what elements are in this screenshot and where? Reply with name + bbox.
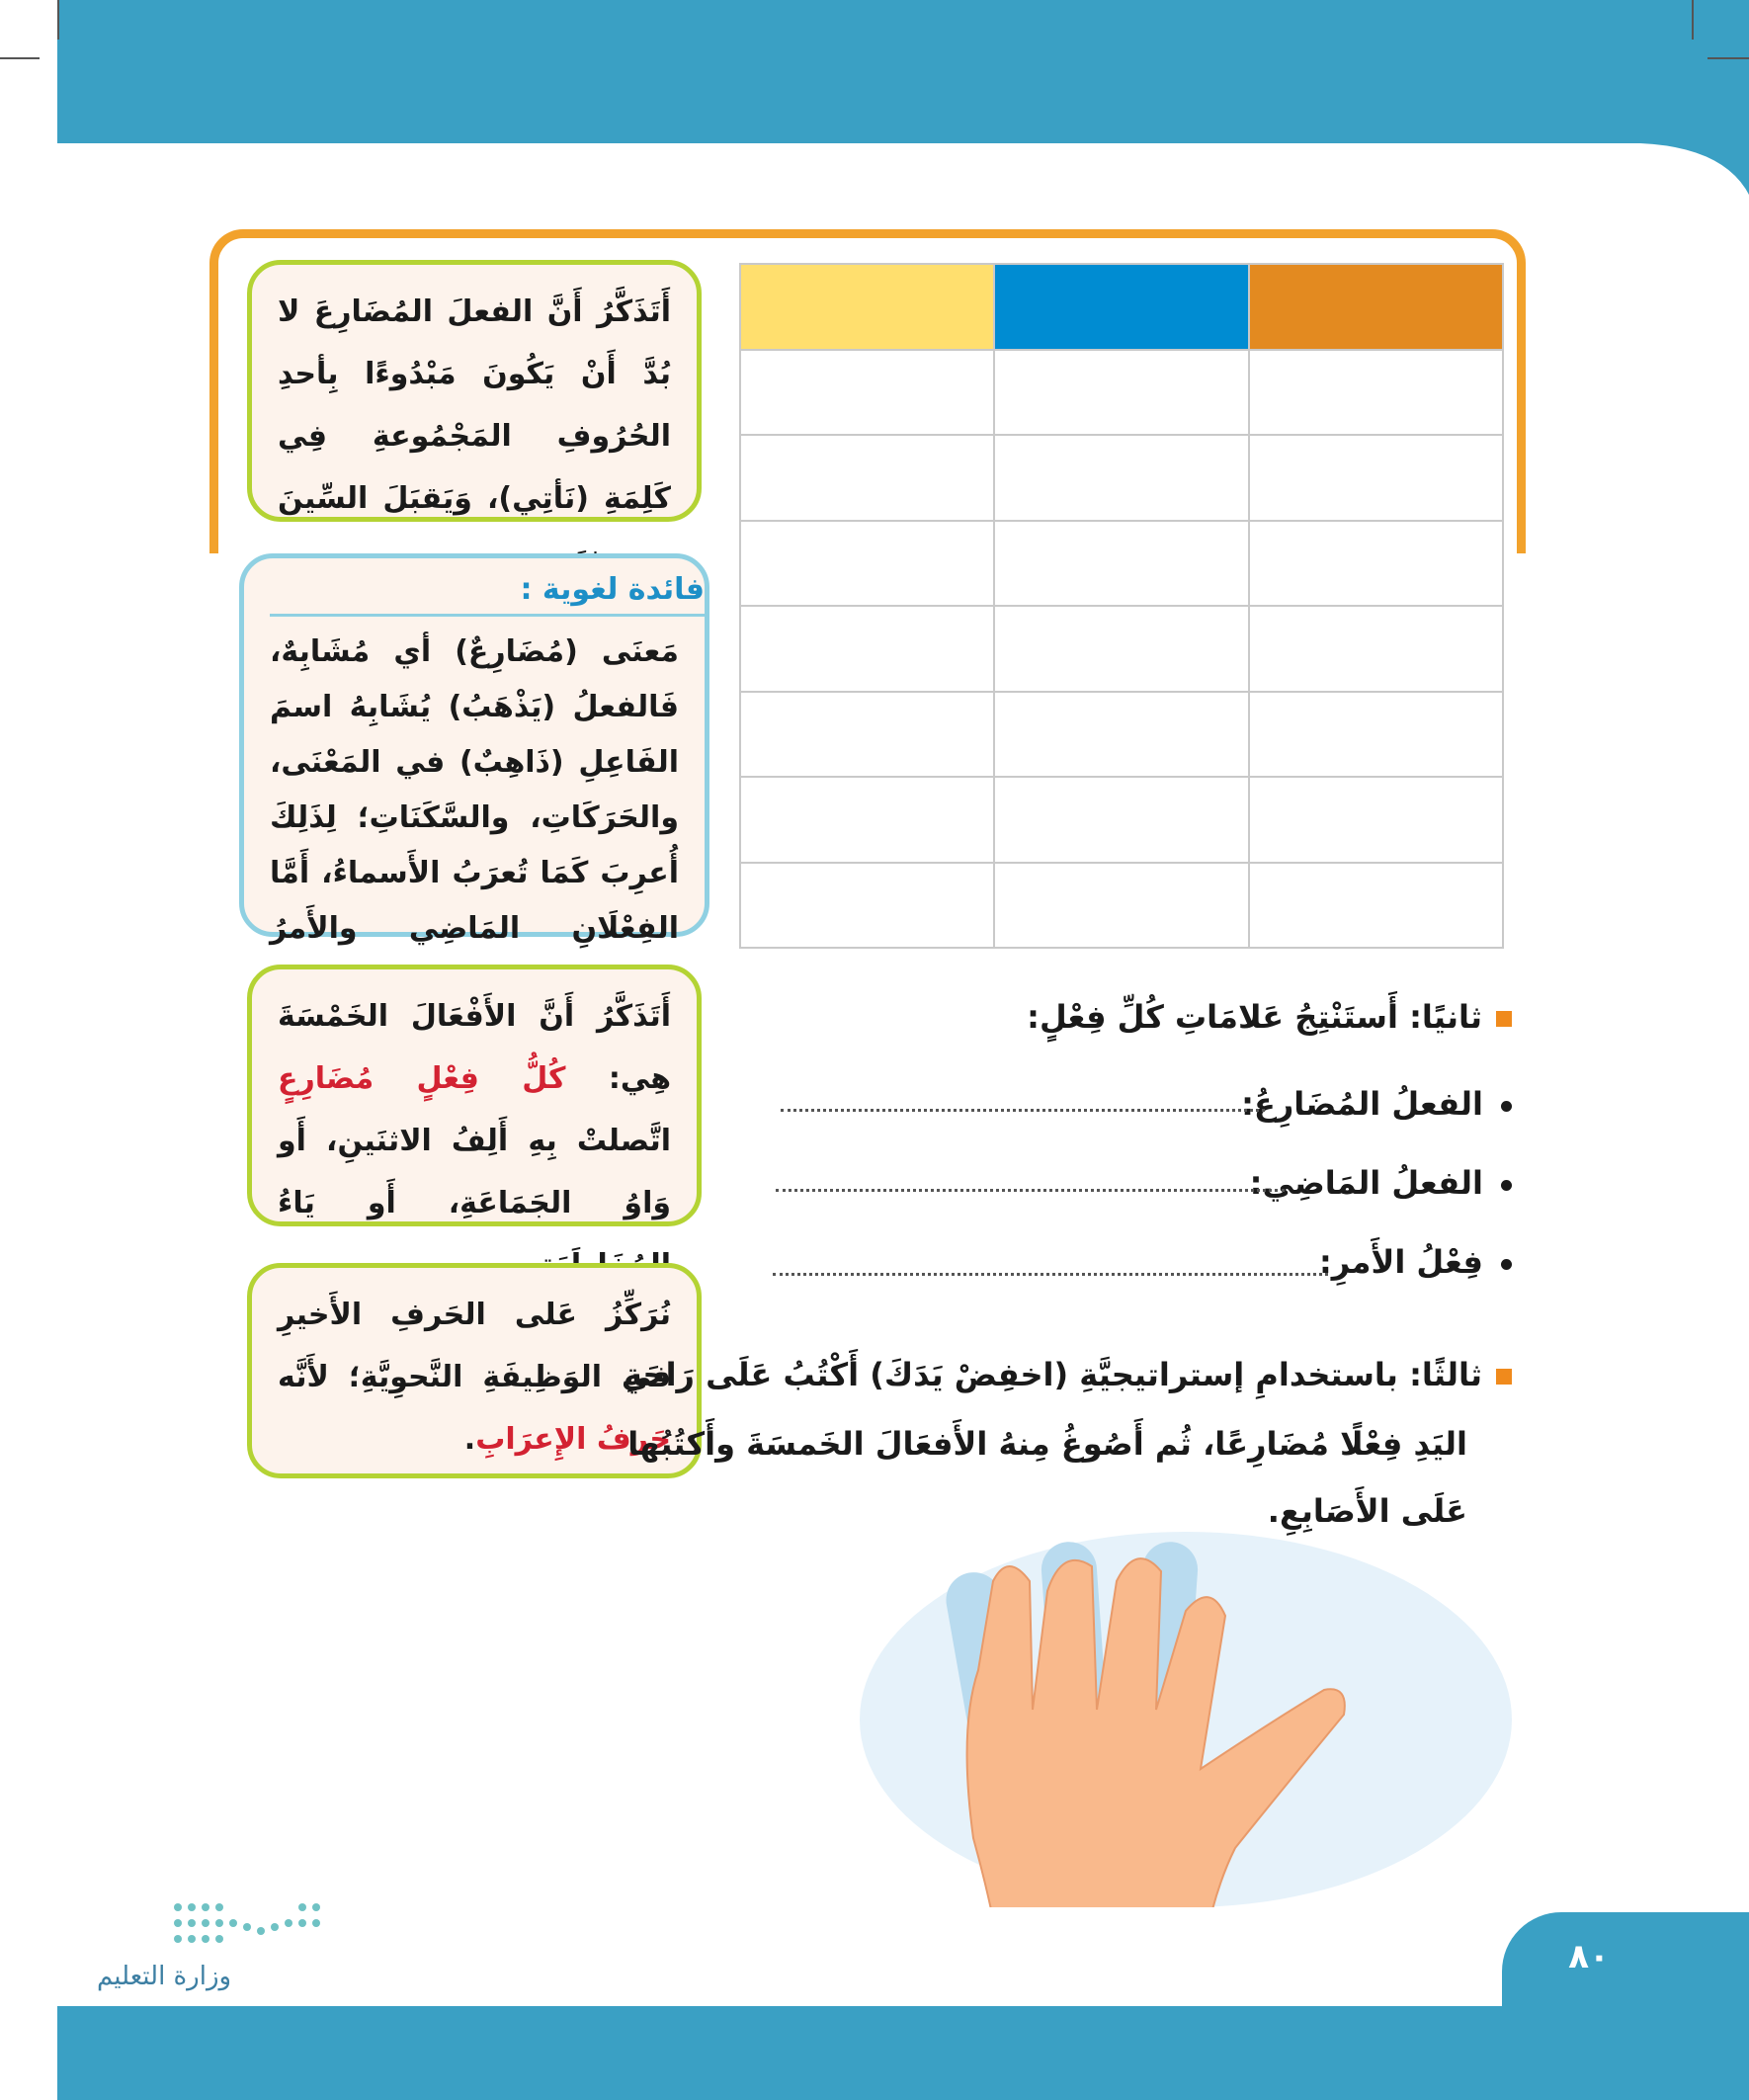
table-cell[interactable] xyxy=(1249,435,1503,521)
note-text: أَتَذَكَّرُ أَنَّ الفعلَ المُضَارِعَ لا بُدَّ أَنْ يَكُونَ مَبْدُوءًا بِأحدِ الحُرُوفِ المَجْمُوعةِ فِي كَلِمَةِ (نَأتِي)، وَيَقبَلَ السِّينَ xyxy=(278,294,671,516)
ministry-label: وزارة التعليم xyxy=(97,1962,232,1991)
table-cell[interactable] xyxy=(994,777,1248,863)
note-heading: فائدة لغوية : xyxy=(270,566,705,617)
present-verb-item: الفعلُ المُضَارِعُ: xyxy=(1241,1085,1512,1123)
crop-mark xyxy=(1692,0,1694,40)
note-text: مَعنَى (مُضَارِعٌ) أي مُشَابِهٌ، فَالفعلُ (يَذْهَبُ) يُشَابِهُ اسمَ الفَاعِلِ (ذَاهِبٌ) في المَعْنَى، والحَرَكَاتِ، والسَّكَنَاتِ؛ لِذَلِكَ أُعرِبَ كَمَا تُعرَبُ الأَسماءُ، أَمَّا الفِعْلَانِ المَاضِي والأَمرُ xyxy=(270,634,679,946)
answer-line-past[interactable] xyxy=(776,1189,1285,1192)
past-verb-item: الفعلُ المَاضِي: xyxy=(1250,1164,1512,1202)
section-two-title: ثانيًا: أَستَنْتِجُ عَلامَاتِ كُلِّ فِعْلٍ: xyxy=(1027,998,1512,1036)
page-number: ٨٠ xyxy=(1568,1937,1610,1976)
crop-mark xyxy=(0,57,40,59)
crop-mark xyxy=(57,0,59,40)
bullet-dot-icon xyxy=(1501,1259,1512,1270)
note-highlight: كُلُّ فِعْلٍ مُضَارِعٍ xyxy=(278,1061,566,1096)
table-cell[interactable] xyxy=(740,863,994,949)
table-row xyxy=(740,606,1503,692)
section-three-line-1: ثالثًا: باستخدامِ إستراتيجيَّةِ (اخفِضْ يَدَكَ) أَكْتُبُ عَلَى رَاحَةِ xyxy=(624,1356,1512,1393)
table-cell[interactable] xyxy=(1249,606,1503,692)
table-row xyxy=(740,435,1503,521)
section-three-line-3: عَلَى الأَصَابِعِ. xyxy=(1267,1492,1467,1530)
table-row xyxy=(740,863,1503,949)
table-cell[interactable] xyxy=(1249,863,1503,949)
note-text-rest: اتَّصلتْ بِهِ أَلِفُ الاثنَينِ، أَو وَاوُ الجَمَاعَةِ، أَو يَاءُ xyxy=(278,1124,671,1220)
answer-line-present[interactable] xyxy=(781,1109,1265,1112)
table-cell[interactable] xyxy=(994,606,1248,692)
crop-mark xyxy=(1707,57,1749,59)
table-cell[interactable] xyxy=(1249,521,1503,607)
table-row xyxy=(740,521,1503,607)
table-cell[interactable] xyxy=(740,435,994,521)
note-remember-present-verb xyxy=(247,260,702,522)
note-highlight: حَرفُ الإِعرَابِ xyxy=(475,1422,671,1457)
table-row xyxy=(740,692,1503,778)
banner-curve xyxy=(1364,89,1749,227)
note-linguistic-benefit xyxy=(239,553,709,946)
table-cell[interactable] xyxy=(740,521,994,607)
note-text-intro: نُرَكِّزُ عَلى الحَرفِ الأَخيرِ في الوَظِيفَةِ النَّحوِيَّةِ؛ لأَنَّه xyxy=(278,1298,671,1394)
table-cell[interactable] xyxy=(994,863,1248,949)
table-cell[interactable] xyxy=(994,692,1248,778)
header-cell-yellow xyxy=(740,264,994,350)
verb-table xyxy=(739,263,1504,949)
table-row xyxy=(740,350,1503,436)
table-cell[interactable] xyxy=(994,350,1248,436)
table-row xyxy=(740,777,1503,863)
ministry-logo-icon xyxy=(168,1897,326,1957)
table-cell[interactable] xyxy=(740,606,994,692)
table-cell[interactable] xyxy=(740,692,994,778)
note-five-verbs xyxy=(247,965,702,1226)
table-cell[interactable] xyxy=(740,777,994,863)
table-cell[interactable] xyxy=(1249,350,1503,436)
header-cell-orange xyxy=(1249,264,1503,350)
table-header-row xyxy=(740,264,1503,350)
note-text-intro: أَتَذَكَّرُ أَنَّ الأَفْعَالَ الخَمْسَةَ هِي: xyxy=(278,999,671,1096)
section-three-line-2: اليَدِ فِعْلًا مُضَارِعًا، ثُم أَصُوغُ مِنهُ الأَفعَالَ الخَمسَةَ وأَكتُبُها xyxy=(627,1425,1467,1463)
bullet-square-icon xyxy=(1496,1011,1512,1027)
table-cell[interactable] xyxy=(994,435,1248,521)
answer-line-imperative[interactable] xyxy=(773,1273,1328,1276)
table-cell[interactable] xyxy=(994,521,1248,607)
table-cell[interactable] xyxy=(740,350,994,436)
imperative-verb-item: فِعْلُ الأَمرِ: xyxy=(1319,1243,1512,1281)
bullet-dot-icon xyxy=(1501,1180,1512,1191)
table-cell[interactable] xyxy=(1249,777,1503,863)
footer-bar xyxy=(57,2006,1749,2100)
header-cell-blue xyxy=(994,264,1248,350)
bullet-dot-icon xyxy=(1501,1101,1512,1112)
bullet-square-icon xyxy=(1496,1369,1512,1385)
table-cell[interactable] xyxy=(1249,692,1503,778)
note-text-end: . xyxy=(463,1422,476,1457)
